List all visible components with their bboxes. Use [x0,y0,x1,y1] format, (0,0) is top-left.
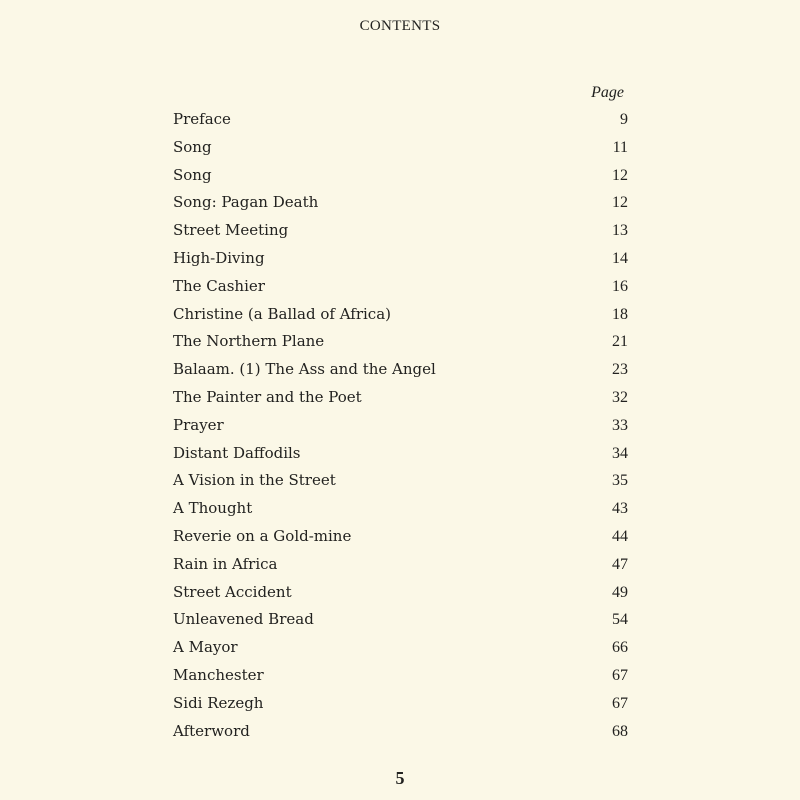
toc-entry [173,495,628,523]
toc-entry-title: A Vision in the Street [173,471,336,490]
toc-entry-page: 18 [612,305,628,323]
toc-entry-page: 12 [612,194,628,212]
toc-entry [173,634,628,662]
toc-entry-page: 13 [612,222,628,240]
toc-entry-title: High-Diving [173,248,265,267]
toc-entry-page: 32 [612,388,628,406]
toc-entry-page: 47 [612,555,628,573]
toc-entry-page: 21 [612,333,628,351]
toc-entry-title: The Cashier [173,276,265,295]
toc-entry [173,301,628,329]
toc-entry-title: Reverie on a Gold-mine [173,526,352,545]
toc-entry [173,384,628,412]
toc-entry-title: Prayer [173,415,224,434]
table-of-contents [173,106,628,745]
toc-entry-page: 68 [612,722,628,740]
toc-entry [173,523,628,551]
toc-entry-title: The Painter and the Poet [173,387,362,406]
toc-entry-page: 9 [620,111,628,128]
toc-entry [173,412,628,440]
toc-entry [173,606,628,634]
page-column-header: Page [591,84,624,101]
toc-entry-title: Unleavened Bread [173,610,314,629]
toc-entry-title: Street Accident [173,582,292,601]
toc-entry [173,134,628,162]
toc-entry [173,718,628,746]
toc-entry-title: Sidi Rezegh [173,693,264,712]
toc-entry-title: A Mayor [173,638,238,657]
toc-entry [173,356,628,384]
toc-entry-page: 16 [612,277,628,295]
toc-entry [173,162,628,190]
toc-entry-page: 14 [612,249,628,267]
toc-entry [173,690,628,718]
toc-entry-title: Balaam. (1) The Ass and the Angel [173,360,436,379]
toc-entry-page: 35 [612,472,628,490]
toc-entry [173,245,628,273]
toc-entry-page: 34 [612,444,628,462]
toc-entry [173,579,628,607]
toc-entry-page: 23 [612,361,628,379]
toc-entry [173,440,628,468]
toc-entry-title: Song [173,165,212,184]
toc-entry-page: 66 [612,639,628,657]
toc-entry [173,467,628,495]
page-number: 5 [395,768,405,788]
toc-entry-page: 33 [612,416,628,434]
toc-entry-title: The Northern Plane [173,332,325,351]
toc-entry-page: 49 [612,583,628,601]
toc-entry [173,328,628,356]
toc-entry [173,189,628,217]
toc-entry-title: Afterword [173,721,250,740]
toc-entry [173,106,628,134]
toc-entry-page: 67 [612,694,628,712]
toc-entry-page: 43 [612,500,628,518]
toc-entry-title: Manchester [173,665,264,684]
toc-entry-page: 12 [612,166,628,184]
toc-entry-title: Rain in Africa [173,554,278,573]
toc-entry-title: Song [173,137,212,156]
toc-entry-page: 11 [612,138,628,156]
toc-entry [173,217,628,245]
toc-entry-title: Distant Daffodils [173,443,301,462]
toc-entry-page: 67 [612,666,628,684]
toc-entry-page: 54 [612,611,628,629]
toc-entry-title: Preface [173,110,231,128]
toc-entry [173,662,628,690]
toc-entry-title: Street Meeting [173,221,289,240]
toc-entry-title: Song: Pagan Death [173,193,319,212]
page-title: CONTENTS [359,18,441,34]
toc-entry-title: Christine (a Ballad of Africa) [173,304,392,323]
toc-entry [173,273,628,301]
toc-entry [173,551,628,579]
toc-entry-title: A Thought [173,499,253,518]
toc-entry-page: 44 [612,527,628,545]
